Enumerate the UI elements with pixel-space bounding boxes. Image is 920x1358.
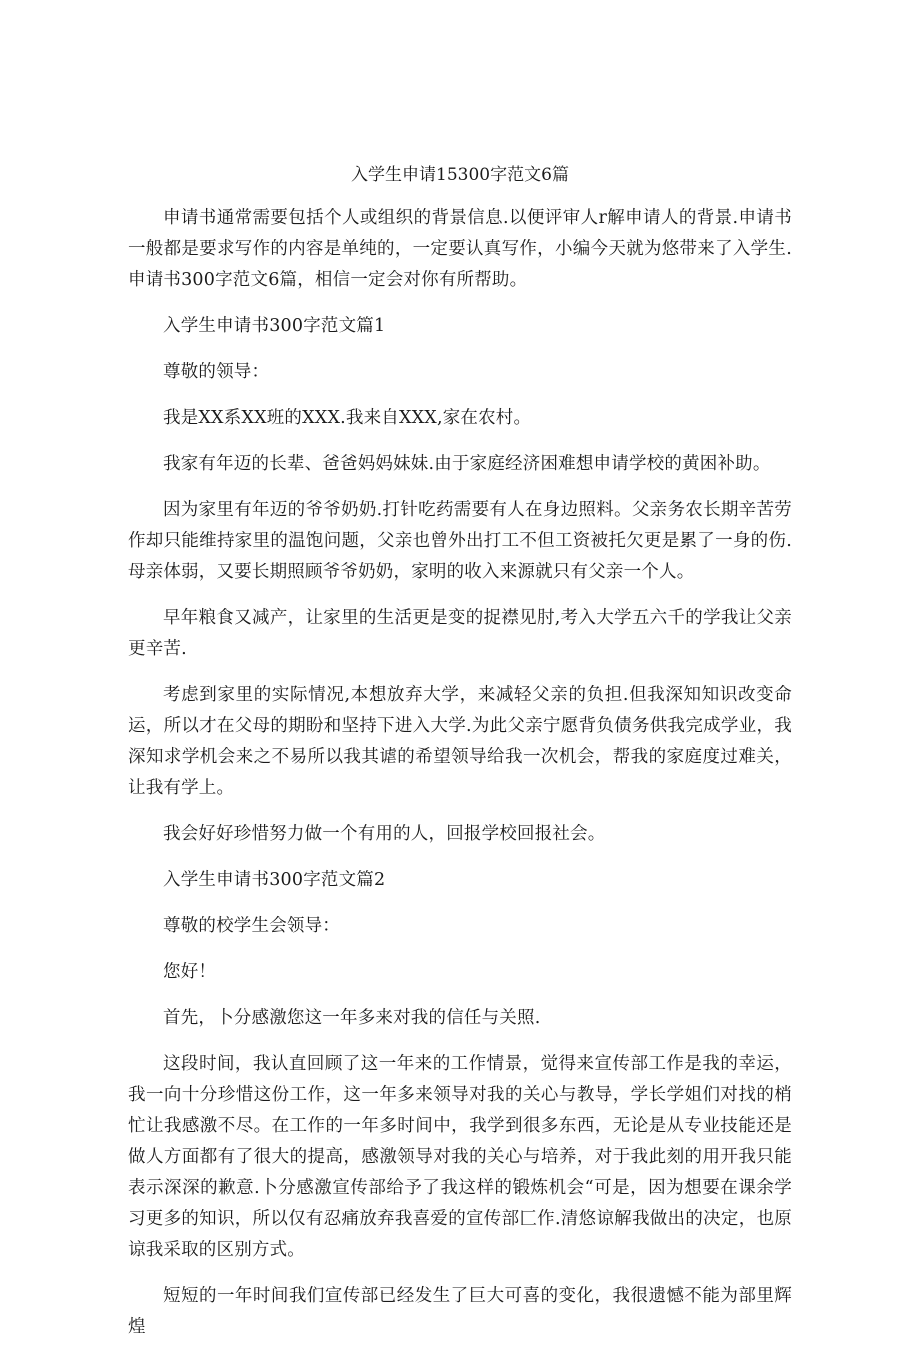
body-paragraph: 早年粮食又减产，让家里的生活更是变的捉襟见肘,考入大学五六千的学我让父亲更辛苦. xyxy=(128,608,792,659)
body-paragraph: 我会好好珍惜努力做一个有用的人，回报学校回报社会。 xyxy=(163,824,606,844)
body-paragraph: 因为家里有年迈的爷爷奶奶.打针吃药需要有人在身边照料。父亲务农长期辛苦劳作却只能维持家里的温饱问题，父亲也曾外出打工不但工资被托欠更是累了一身的伤.母亲体弱，又要长期照顾爷爷奶奶，家明的收入来源就只有父亲一个人。 xyxy=(128,500,792,582)
body-paragraph: 这段时间，我认直回顾了这一年来的工作情景，觉得来宣传部工作是我的幸运，我一向十分珍惜这份工作，这一年多来领导对我的关心与教导，学长学姐们对找的梢忙让我感激不尽。在工作的一年多时间中，我学到很多东西，无论是从专业技能还是做人方面都有了很大的提高，感激领导对我的关心与培养，对于我此刻的用开我只能表示深深的歉意.卜分感激宣传部给予了我这样的锻炼机会“可是，因为想要在课余学习更多的知识，所以仅有忍痛放弃我喜爱的宣传部匚作.清悠谅解我做出的决定，也原谅我采取的区别方式。 xyxy=(128,1054,792,1260)
salutation: 尊敬的校学生会领导： xyxy=(163,916,340,936)
body-paragraph: 短短的一年时间我们宣传部已经发生了巨大可喜的变化，我很遗憾不能为部里辉煌 xyxy=(128,1286,792,1337)
greeting: 您好！ xyxy=(163,962,217,982)
document-body xyxy=(128,203,792,1358)
intro-paragraph: 申请书通常需要包括个人或组织的背景信息.以便评审人r解申请人的背景.申请书一般都是要求写作的内容是单纯的，一定要认真写作，小编今天就为悠带来了入学生.申请书300字范文6篇，相信一定会对你有所帮助。 xyxy=(128,208,792,290)
document-title: 入学生申请15300字范文6篇 xyxy=(351,165,569,185)
body-paragraph: 考虑到家里的实际情况,本想放弃大学，来减轻父亲的负担.但我深知知识改变命运，所以才在父母的期盼和坚持下进入大学.为此父亲宁愿背负债务供我完成学业，我深知求学机会来之不易所以我其谑的希望领导给我一次机会，帮我的家庭度过难关，让我有学上。 xyxy=(128,685,792,798)
section-heading: 入学生申请书300字范文篇1 xyxy=(163,316,386,336)
body-paragraph: 我家有年迈的长辈、爸爸妈妈妹妹.由于家庭经济困难想申请学校的黄困补助。 xyxy=(163,454,771,474)
body-paragraph: 首先，卜分感激您这一年多来对我的信任与关照. xyxy=(163,1008,541,1028)
salutation: 尊敬的领导： xyxy=(163,362,270,382)
body-paragraph: 我是XX系XX班的XXX.我来自XXX,家在农村。 xyxy=(163,408,532,428)
section-heading: 入学生申请书300字范文篇2 xyxy=(163,870,386,890)
